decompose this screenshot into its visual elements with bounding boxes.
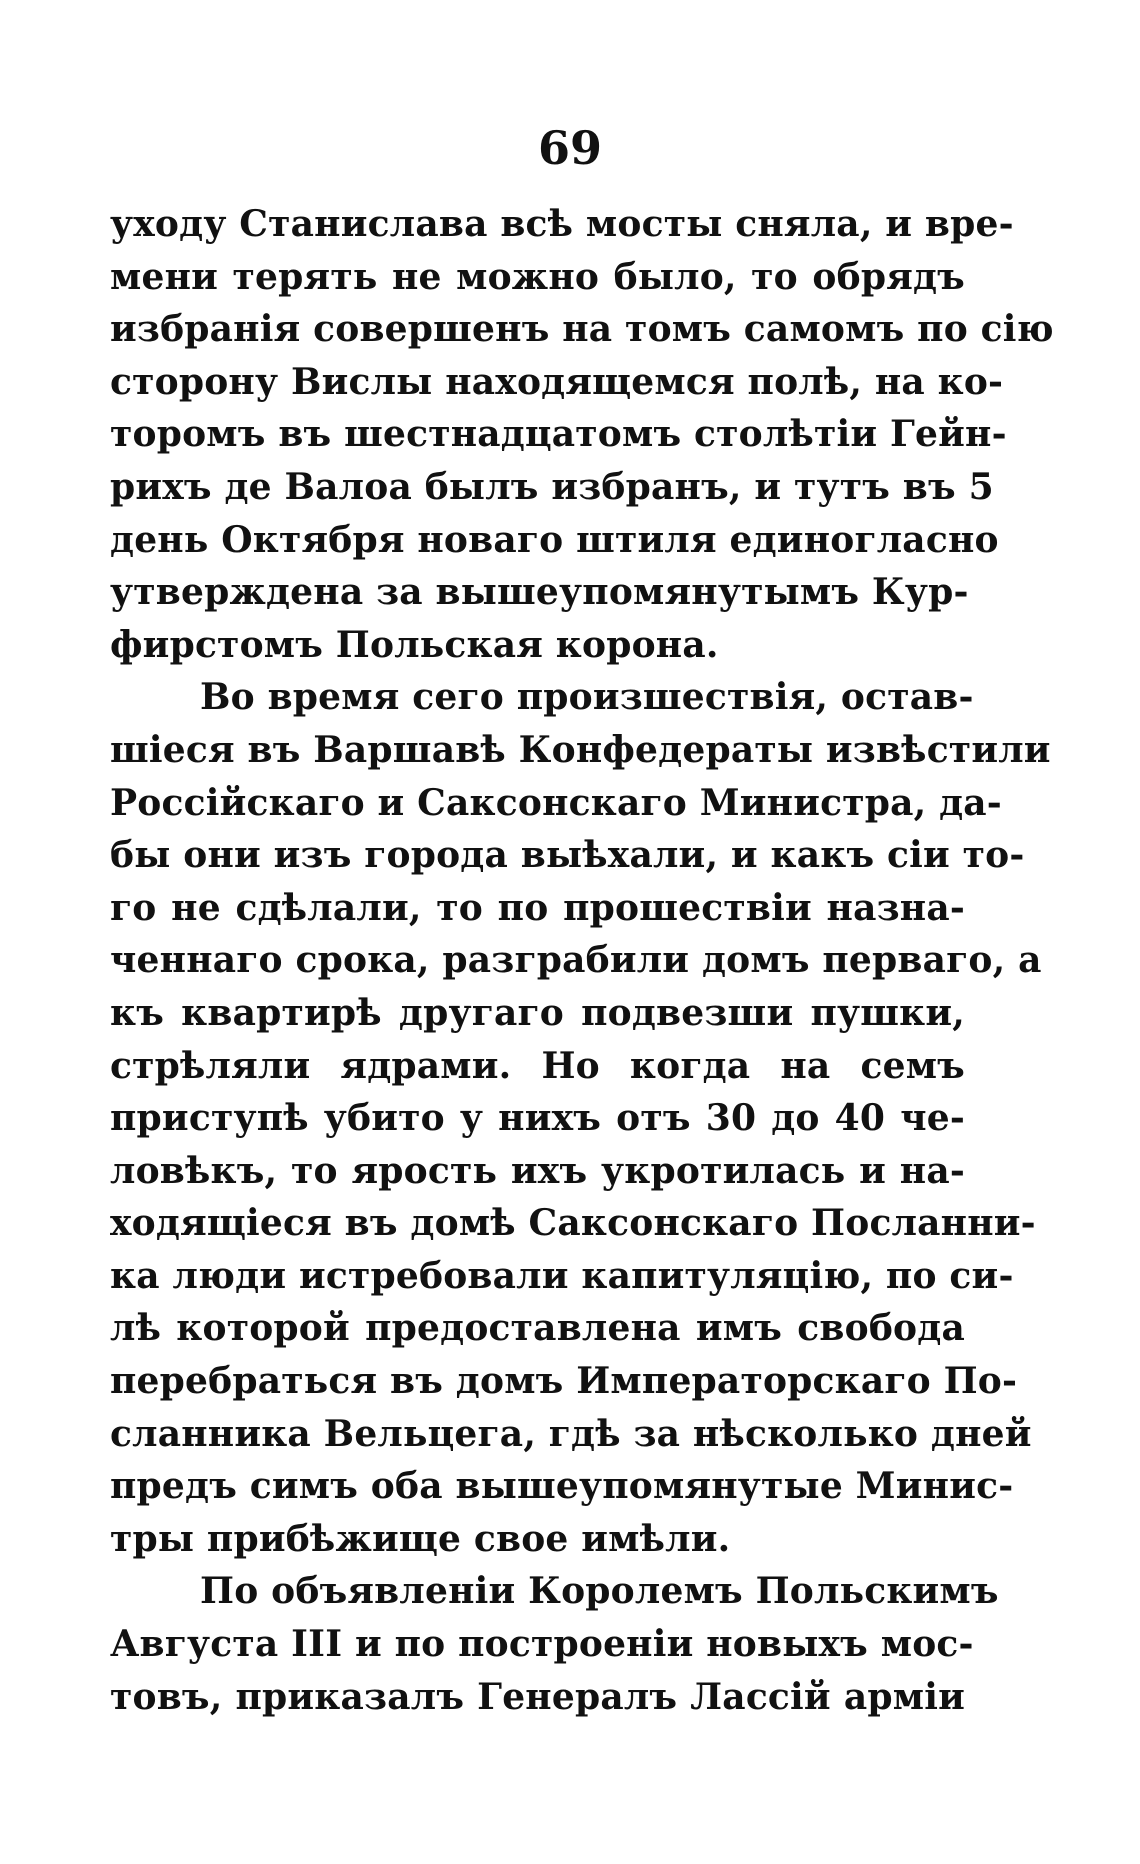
text-line: По объявленіи Королемъ Польскимъ — [200, 1570, 999, 1613]
text-line: уходу Станислава всѣ мосты сняла, и вре- — [110, 203, 1014, 245]
text-line: товъ, приказалъ Генералъ Лассій арміи — [110, 1675, 965, 1718]
text-line: къ квартирѣ другаго подвезши пушки, — [110, 991, 965, 1034]
text-line: Августа III и по построеніи новыхъ мос- — [110, 1623, 974, 1666]
text-line: го не сдѣлали, то по прошествіи назна- — [110, 886, 965, 929]
text-line: сторону Вислы находящемся полѣ, на ко- — [110, 360, 1004, 403]
text-line: предъ симъ оба вышеупомянутые Минис- — [110, 1465, 1014, 1508]
text-line: фирстомъ Польская корона. — [110, 623, 719, 666]
text-line: ченнаго срока, разграбили домъ перваго, а — [110, 939, 1042, 982]
text-line: лѣ которой предоставлена имъ свобода — [110, 1307, 965, 1350]
text-line: ка люди истребовали капитуляцію, по си- — [110, 1254, 1014, 1297]
text-line: стрѣляли ядрами. Но когда на семъ — [110, 1044, 965, 1087]
paragraph — [110, 1565, 999, 1723]
text-line: приступѣ убито у нихъ отъ 30 до 40 че- — [110, 1097, 965, 1140]
text-line: тры прибѣжище свое имѣли. — [110, 1517, 731, 1560]
text-line: день Октября новаго штиля единогласно — [110, 518, 999, 561]
text-line: торомъ въ шестнадцатомъ столѣтіи Гейн- — [110, 413, 1007, 456]
text-line: избранія совершенъ на томъ самомъ по сію — [110, 308, 1054, 351]
text-line: шіеся въ Варшавѣ Конфедераты извѣстили — [110, 728, 1051, 771]
text-line: утверждена за вышеупомянутымъ Кур- — [110, 571, 969, 614]
text-line: бы они изъ города выѣхали, и какъ сіи то- — [110, 834, 1025, 877]
text-line: перебраться въ домъ Императорскаго По- — [110, 1360, 1018, 1403]
page-number: 69 — [537, 121, 602, 175]
text-line: сланника Вельцега, гдѣ за нѣсколько дней — [110, 1412, 1032, 1455]
text-line: ловѣкъ, то ярость ихъ укротилась и на- — [110, 1149, 965, 1192]
body-text — [110, 198, 1054, 1723]
text-line: Во время сего произшествія, остав- — [200, 676, 974, 719]
text-line: ходящіеся въ домѣ Саксонскаго Посланни- — [110, 1202, 1036, 1245]
text-line: рихъ де Валоа былъ избранъ, и тутъ въ 5 — [110, 465, 994, 508]
text-line: Россійскаго и Саксонскаго Министра, да- — [110, 781, 1002, 824]
paragraph — [110, 198, 1054, 671]
text-line: мени терять не можно было, то обрядъ — [110, 255, 965, 298]
paragraph — [110, 671, 1051, 1565]
